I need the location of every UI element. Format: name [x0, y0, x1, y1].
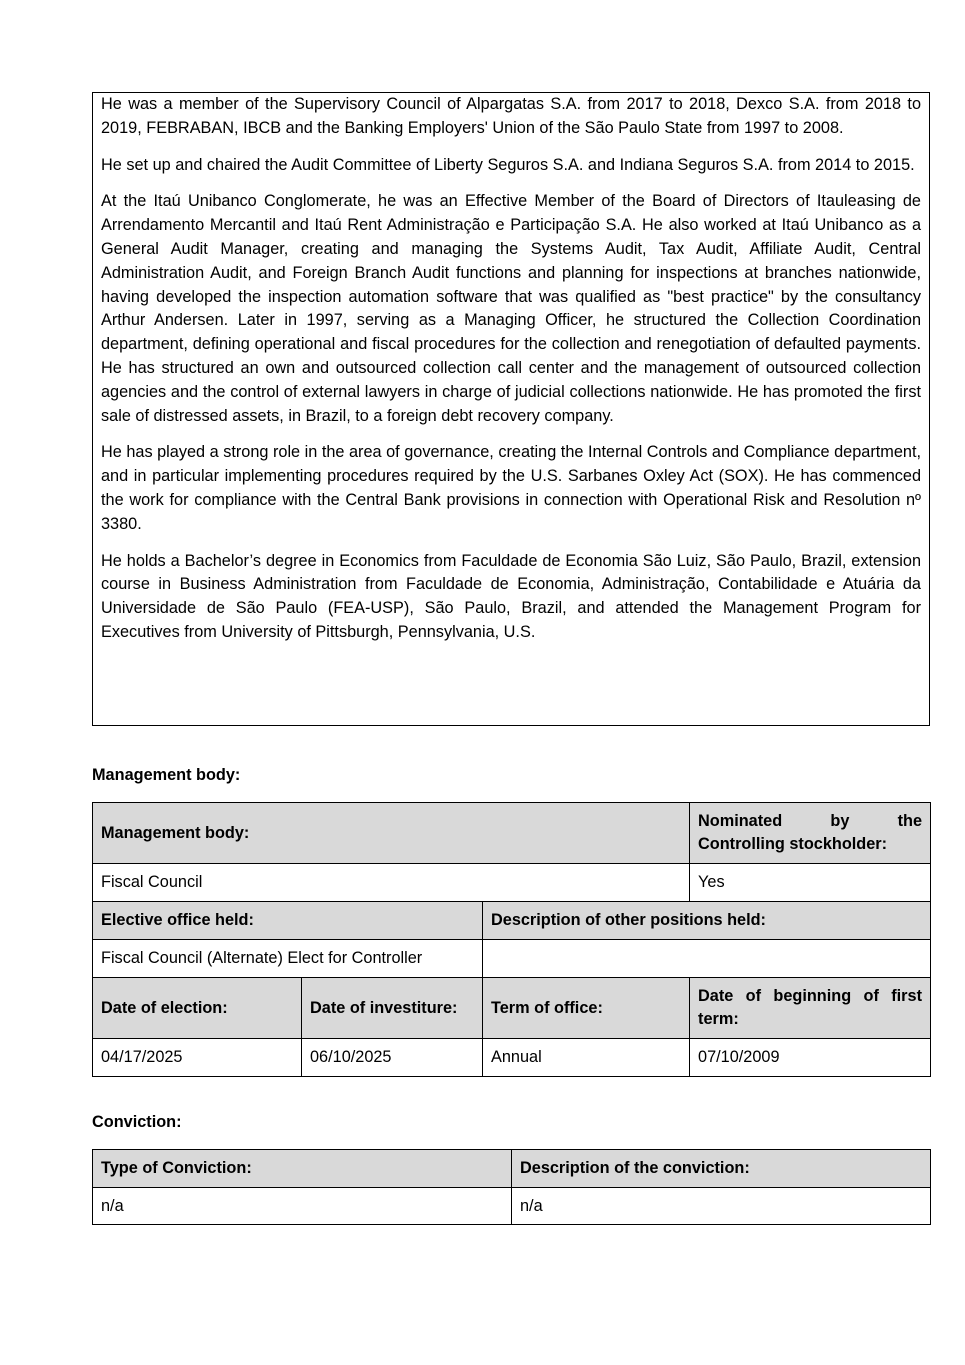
management-section-title: Management body:	[92, 766, 241, 784]
first-term-header-word: Date	[698, 987, 734, 1005]
bio-paragraph-1: He was a member of the Supervisory Council of Alpargatas S.A. from 2017 to 2018, Dexco S.A. from 2018 to 2019, FEBRABAN, IBCB and the Banking Employers' Union of the São Paulo State from 1997 to 2008.	[101, 95, 921, 137]
bio-paragraph-5: He holds a Bachelor’s degree in Economics from Faculdade de Economia São Luiz, São Paulo, Brazil, extension course in Business Administration from Faculdade de Economia, Administração, Contabilidade e Atuária da Universidade de São Paulo (FEA-USP), São Paulo, Brazil, and attended the Management Program for Executives from University of Pittsburgh, Pennsylvania, U.S.	[101, 551, 921, 641]
first-term-header-word: of	[745, 987, 762, 1005]
management-table	[92, 802, 931, 1077]
bio-paragraph-4: He has played a strong role in the area of governance, creating the Internal Controls and Compliance department, and in particular implementing procedures required by the U.S. Sarbanes Oxley Act (SOX). He has commenced the work for compliance with the Central Bank provisions in connection with Operational Risk and Resolution nº 3380.	[101, 443, 921, 533]
table-row	[93, 1039, 931, 1077]
management-body-header: Management body:	[93, 803, 690, 864]
nominated-value: Yes	[690, 864, 931, 902]
conviction-section-title: Conviction:	[92, 1113, 182, 1131]
first-term-header-word: beginning	[773, 987, 852, 1005]
other-positions-header: Description of other positions held:	[483, 902, 931, 940]
election-date-value: 04/17/2025	[93, 1039, 302, 1077]
nominated-header-line2: Controlling stockholder:	[698, 835, 888, 853]
nominated-header-word: the	[897, 812, 923, 830]
conviction-table	[92, 1149, 931, 1225]
table-row	[93, 978, 931, 1039]
table-row	[93, 940, 931, 978]
elective-office-value: Fiscal Council (Alternate) Elect for Controller	[93, 940, 483, 978]
elective-office-header: Elective office held:	[93, 902, 483, 940]
first-term-header	[690, 978, 931, 1039]
nominated-header	[690, 803, 931, 864]
table-row	[93, 803, 931, 864]
biography-box	[92, 92, 930, 726]
table-row	[93, 902, 931, 940]
first-term-header-word: of	[863, 987, 879, 1005]
first-term-header-line2: term:	[698, 1010, 739, 1028]
conviction-description-header: Description of the conviction:	[512, 1150, 931, 1188]
other-positions-value	[483, 940, 931, 978]
election-date-header: Date of election:	[93, 978, 302, 1039]
conviction-type-value: n/a	[93, 1188, 512, 1225]
table-row	[93, 1188, 931, 1225]
first-term-value: 07/10/2009	[690, 1039, 931, 1077]
nominated-header-word: by	[830, 812, 850, 830]
term-header: Term of office:	[483, 978, 690, 1039]
conviction-type-header: Type of Conviction:	[93, 1150, 512, 1188]
bio-paragraph-2: He set up and chaired the Audit Committee of Liberty Seguros S.A. and Indiana Seguros S.A. from 2014 to 2015.	[101, 155, 915, 174]
bio-paragraph-3: At the Itaú Unibanco Conglomerate, he was an Effective Member of the Board of Directors of Itauleasing de Arrendamento Mercantil and Itaú Rent Administração e Participação S.A. He also worked at Itaú Unibanco as a General Audit Manager, creating and managing the Systems Audit, Tax Audit, Affiliate Audit, Central Administration Audit, and Foreign Branch Audit functions and planning for inspections at branches nationwide, having developed the inspection automation software that was qualified as "best practice" by the consultancy Arthur Andersen. Later in 1997, serving as a Managing Officer, he structured the Collection Coordination department, defining operational and fiscal procedures for the collection and renegotiation of defaulted payments. He has structured an own and outsourced collection call center and the management of outsourced collection agencies and the control of external lawyers in charge of judicial collections nationwide. He has promoted the first sale of distressed assets, in Brazil, to a foreign debt recovery company.	[101, 192, 921, 425]
management-body-value: Fiscal Council	[93, 864, 690, 902]
term-value: Annual	[483, 1039, 690, 1077]
table-row	[93, 864, 931, 902]
investiture-date-value: 06/10/2025	[302, 1039, 483, 1077]
investiture-date-header: Date of investiture:	[302, 978, 483, 1039]
conviction-description-value: n/a	[512, 1188, 931, 1225]
nominated-header-word: Nominated	[698, 812, 783, 830]
first-term-header-word: first	[891, 987, 922, 1005]
table-row	[93, 1150, 931, 1188]
